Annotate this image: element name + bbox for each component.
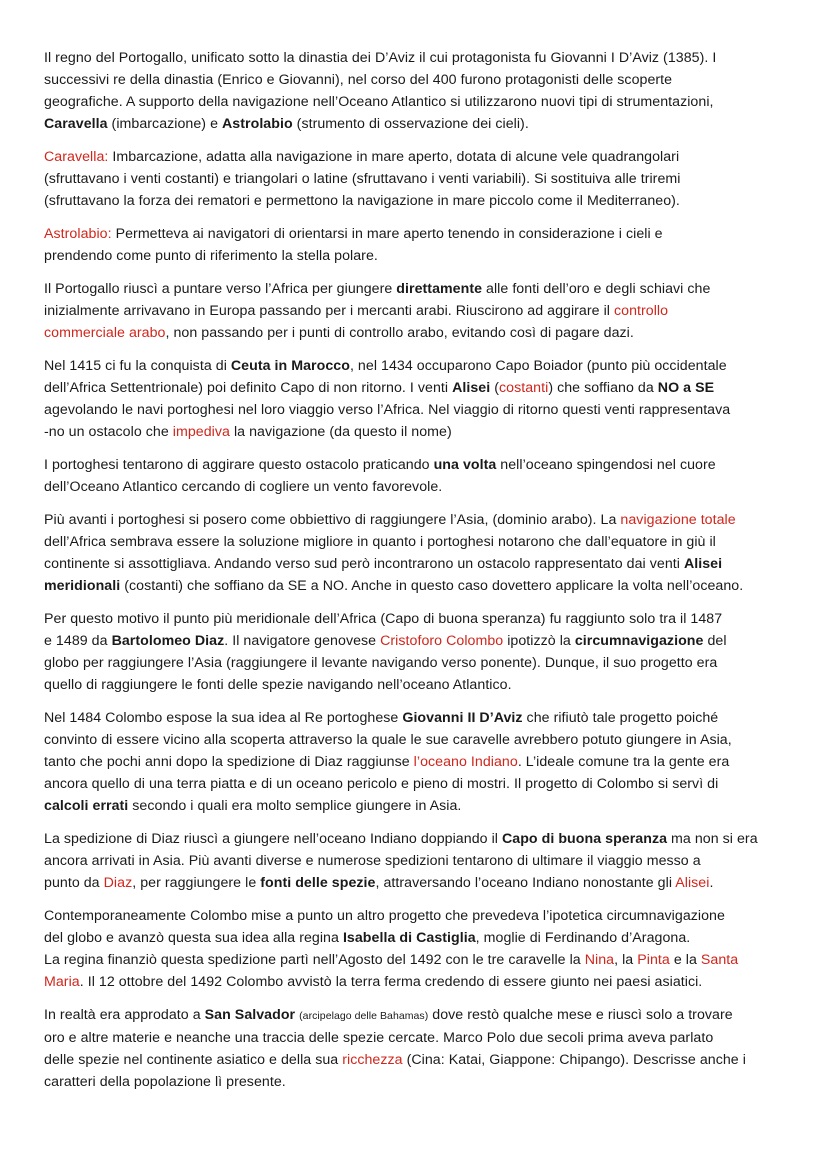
text-run: La spedizione di Diaz riuscì a giungere nell’oceano Indiano doppiando il: [44, 831, 502, 847]
highlighted-text-run: navigazione totale: [620, 512, 736, 528]
text-run: . Il 12 ottobre del 1492 Colombo avvistò la terra ferma credendo di essere giunto nei paesi asiatici.: [79, 974, 703, 990]
text-run: (imbarcazione) e: [107, 116, 223, 132]
paragraph: [44, 1004, 786, 1093]
text-run: Imbarcazione, adatta alla navigazione in mare aperto, dotata di alcune vele quadrangolari: [108, 149, 680, 165]
text-line: [44, 927, 786, 949]
text-run: Il regno del Portogallo, unificato sotto la dinastia dei D’Aviz il cui protagonista fu Giovanni I D’Aviz (1385). I: [44, 50, 717, 66]
bold-text-run: San Salvador: [204, 1007, 296, 1023]
text-line: [44, 773, 786, 795]
paragraph: [44, 707, 786, 817]
bold-text-run: Astrolabio: [222, 116, 293, 132]
text-line: [44, 223, 786, 245]
bold-text-run: fonti delle spezie: [260, 875, 376, 891]
text-run: oro e altre materie e neanche una traccia delle spezie cercate. Marco Polo due secoli prima aveva parlato: [44, 1030, 714, 1046]
text-run: Il Portogallo riuscì a puntare verso l’Africa per giungere: [44, 281, 397, 297]
paragraph: [44, 47, 786, 135]
text-line: [44, 190, 786, 212]
highlighted-text-run: l’oceano Indiano: [413, 754, 518, 770]
text-run: ipotizzò la: [503, 633, 575, 649]
text-run: (: [490, 380, 500, 396]
text-run: punto da: [44, 875, 104, 891]
text-run: . L’ideale comune tra la gente era: [517, 754, 730, 770]
text-line: [44, 652, 786, 674]
bold-text-run: Caravella: [44, 116, 108, 132]
text-run: (costanti) che soffiano da SE a NO. Anche in questo caso dovettero applicare la volta nell’oceano.: [120, 578, 744, 594]
text-run: caratteri della popolazione lì presente.: [44, 1074, 286, 1090]
bold-text-run: Capo di buona speranza: [501, 831, 668, 847]
text-run: Nel 1415 ci fu la conquista di: [44, 358, 231, 374]
text-line: [44, 674, 786, 696]
text-line: [44, 47, 786, 69]
highlighted-text-run: ricchezza: [342, 1052, 403, 1068]
text-run: ma non si era: [667, 831, 758, 847]
text-run: secondo i quali era molto semplice giungere in Asia.: [128, 798, 462, 814]
text-line: [44, 146, 786, 168]
highlighted-text-run: impediva: [172, 424, 230, 440]
text-run: e la: [669, 952, 701, 968]
text-line: [44, 355, 786, 377]
text-run: ancora quello di una terra piatta e di un oceano pericolo e pieno di mostri. Il progetto di Colombo si servì di: [44, 776, 719, 792]
bold-text-run: Bartolomeo Diaz: [111, 633, 225, 649]
text-run: del: [703, 633, 727, 649]
text-line: [44, 531, 786, 553]
bold-text-run: una volta: [433, 457, 497, 473]
bold-text-run: meridionali: [44, 578, 121, 594]
paragraph: [44, 454, 786, 498]
text-run: Più avanti i portoghesi si posero come obbiettivo di raggiungere l’Asia, (dominio arabo). La: [44, 512, 621, 528]
text-line: [44, 322, 786, 344]
text-line: [44, 278, 786, 300]
text-run: , per raggiungere le: [132, 875, 261, 891]
text-line: [44, 828, 786, 850]
text-line: [44, 69, 786, 91]
highlighted-text-run: costanti: [499, 380, 549, 396]
paragraph: [44, 905, 786, 993]
paragraph: [44, 278, 786, 344]
text-line: [44, 509, 786, 531]
text-run: (sfruttavano la forza dei rematori e permettono la navigazione in mare piccolo come il Mediterraneo).: [44, 193, 680, 209]
text-run: dove restò qualche mese e riuscì solo a trovare: [428, 1007, 733, 1023]
text-line: [44, 553, 786, 575]
text-run: inizialmente arrivavano in Europa passando per i mercanti arabi. Riuscirono ad aggirare il: [44, 303, 614, 319]
text-run: convinto di essere vicino alla scoperta attraverso la quale le sue caravelle avrebbero potuto giungere in Asia,: [44, 732, 732, 748]
paragraph: [44, 223, 786, 267]
highlighted-text-run: Maria: [44, 974, 80, 990]
text-line: [44, 949, 786, 971]
text-line: [44, 872, 786, 894]
bold-text-run: calcoli errati: [44, 798, 129, 814]
text-line: [44, 245, 786, 267]
text-run: quello di raggiungere le fonti delle spezie navigando nell’oceano Atlantico.: [44, 677, 512, 693]
bold-text-run: Ceuta in Marocco: [230, 358, 350, 374]
bold-text-run: Alisei: [683, 556, 723, 572]
bold-text-run: Isabella di Castiglia: [342, 930, 476, 946]
text-line: [44, 476, 786, 498]
text-run: dell’Africa sembrava essere la soluzione migliore in quanto i portoghesi notarono che dall’equatore in giù il: [44, 534, 716, 550]
text-run: agevolando le navi portoghesi nel loro viaggio verso l’Africa. Nel viaggio di ritorno questi venti rappresentava: [44, 402, 731, 418]
text-run: ) che soffiano da: [548, 380, 658, 396]
highlighted-text-run: Caravella:: [44, 149, 109, 165]
text-run: successivi re della dinastia (Enrico e Giovanni), nel corso del 400 furono protagonisti delle scoperte: [44, 72, 673, 88]
text-line: [44, 575, 786, 597]
paragraph: [44, 608, 786, 696]
highlighted-text-run: Alisei: [675, 875, 710, 891]
text-line: [44, 113, 786, 135]
text-line: [44, 168, 786, 190]
highlighted-text-run: Cristoforo Colombo: [380, 633, 504, 649]
text-line: [44, 1004, 786, 1027]
text-line: [44, 454, 786, 476]
text-line: [44, 91, 786, 113]
text-line: [44, 421, 786, 443]
text-run: Nel 1484 Colombo espose la sua idea al Re portoghese: [44, 710, 403, 726]
highlighted-text-run: Astrolabio:: [44, 226, 112, 242]
text-line: [44, 971, 786, 993]
text-run: geografiche. A supporto della navigazione nell’Oceano Atlantico si utilizzarono nuovi tipi di strumentazioni,: [44, 94, 714, 110]
text-line: [44, 1049, 786, 1071]
text-run: , moglie di Ferdinando d’Aragona.: [475, 930, 691, 946]
paragraph: [44, 146, 786, 212]
text-run: (sfruttavano i venti costanti) e triangolari o latine (sfruttavano i venti variabili). Si sostituiva alle triremi: [44, 171, 681, 187]
text-line: [44, 795, 786, 817]
text-line: [44, 399, 786, 421]
text-run: e 1489 da: [44, 633, 112, 649]
text-line: [44, 751, 786, 773]
text-line: [44, 707, 786, 729]
text-run: , nel 1434 occuparono Capo Boiador (punto più occidentale: [349, 358, 727, 374]
text-run: del globo e avanzò questa sua idea alla regina: [44, 930, 343, 946]
text-line: [44, 608, 786, 630]
text-line: [44, 377, 786, 399]
bold-text-run: Alisei: [452, 380, 491, 396]
text-run: tanto che pochi anni dopo la spedizione di Diaz raggiunse: [44, 754, 414, 770]
bold-text-run: direttamente: [396, 281, 483, 297]
text-line: [44, 850, 786, 872]
text-run: ancora arrivati in Asia. Più avanti diverse e numerose spedizioni tentarono di ultimare il viaggio messo a: [44, 853, 701, 869]
text-run: , attraversando l’oceano Indiano nonostante gli: [375, 875, 676, 891]
text-run: , non passando per i punti di controllo arabo, evitando così di pagare dazi.: [165, 325, 634, 341]
text-run: Contemporaneamente Colombo mise a punto un altro progetto che prevedeva l’ipotetica circumnavigazione: [44, 908, 725, 924]
text-run: nell’oceano spingendosi nel cuore: [496, 457, 716, 473]
text-run: In realtà era approdato a: [44, 1007, 205, 1023]
highlighted-text-run: commerciale arabo: [44, 325, 166, 341]
text-run: alle fonti dell’oro e degli schiavi che: [482, 281, 711, 297]
text-line: [44, 1027, 786, 1049]
text-line: [44, 300, 786, 322]
text-run: .: [709, 875, 714, 891]
text-run: globo per raggiungere l’Asia (raggiungere il levante navigando verso ponente). Dunque, il suo progetto era: [44, 655, 718, 671]
text-run: (strumento di osservazione dei cieli).: [292, 116, 529, 132]
highlighted-text-run: Nina: [584, 952, 615, 968]
text-run: continente si assottigliava. Andando verso sud però incontrarono un ostacolo rappresentato dai venti: [44, 556, 684, 572]
text-line: [44, 905, 786, 927]
small-text-run: (arcipelago delle Bahamas): [299, 1010, 429, 1022]
text-line: [44, 1071, 786, 1093]
text-run: dell’Africa Settentrionale) poi definito Capo di non ritorno. I venti: [44, 380, 453, 396]
text-run: (Cina: Katai, Giappone: Chipango). Descrisse anche i: [402, 1052, 746, 1068]
text-run: I portoghesi tentarono di aggirare questo ostacolo praticando: [44, 457, 434, 473]
text-run: la navigazione (da questo il nome): [229, 424, 452, 440]
text-run: , la: [614, 952, 638, 968]
text-run: . Il navigatore genovese: [224, 633, 381, 649]
highlighted-text-run: controllo: [613, 303, 669, 319]
text-run: delle spezie nel continente asiatico e della sua: [44, 1052, 343, 1068]
highlighted-text-run: Santa: [700, 952, 739, 968]
text-run: prendendo come punto di riferimento la stella polare.: [44, 248, 378, 264]
paragraph: [44, 509, 786, 597]
highlighted-text-run: Diaz: [103, 875, 133, 891]
text-run: che rifiutò tale progetto poiché: [522, 710, 719, 726]
paragraph: [44, 355, 786, 443]
bold-text-run: Giovanni II D’Aviz: [402, 710, 523, 726]
text-run: La regina finanziò questa spedizione partì nell’Agosto del 1492 con le tre caravelle la: [44, 952, 585, 968]
highlighted-text-run: Pinta: [637, 952, 670, 968]
text-line: [44, 630, 786, 652]
text-run: -no un ostacolo che: [44, 424, 173, 440]
text-run: Per questo motivo il punto più meridionale dell’Africa (Capo di buona speranza) fu raggiunto solo tra il 1487: [44, 611, 723, 627]
paragraph: [44, 828, 786, 894]
text-run: dell’Oceano Atlantico cercando di cogliere un vento favorevole.: [44, 479, 443, 495]
text-line: [44, 729, 786, 751]
text-run: Permetteva ai navigatori di orientarsi in mare aperto tenendo in considerazione i cieli e: [111, 226, 663, 242]
bold-text-run: NO a SE: [657, 380, 715, 396]
bold-text-run: circumnavigazione: [574, 633, 704, 649]
